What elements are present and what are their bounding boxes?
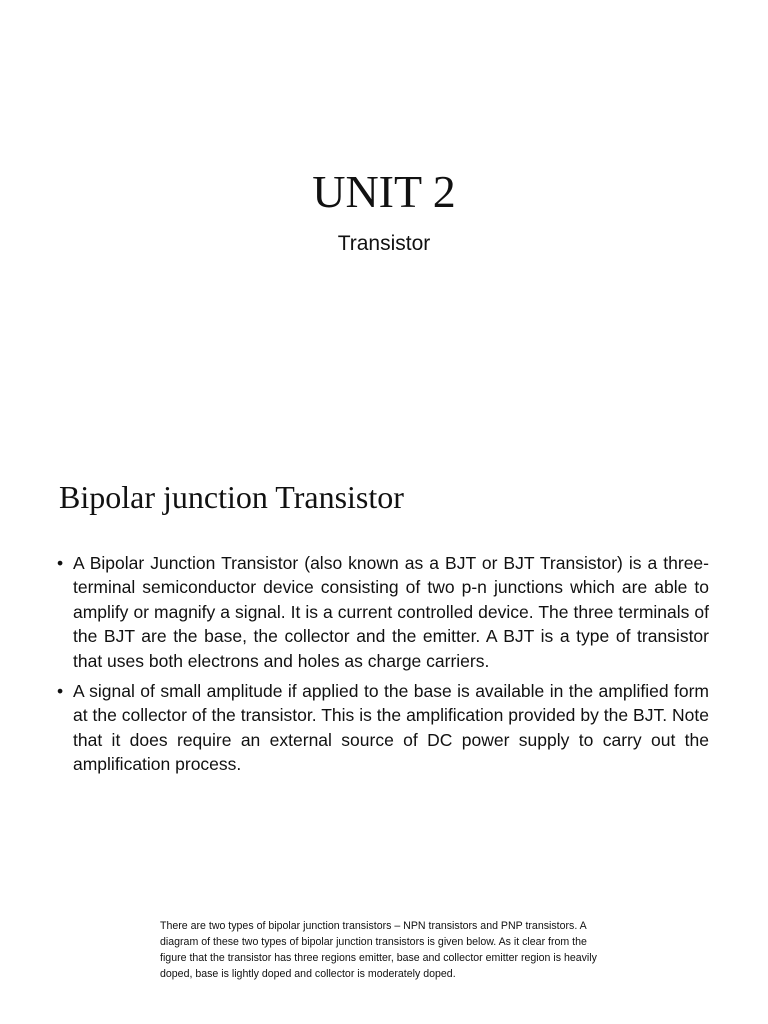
section-heading: Bipolar junction Transistor [59,479,404,515]
bullet-icon: • [57,553,64,573]
bullet-text: A Bipolar Junction Transistor (also known as a BJT or BJT Transistor) is a three-terminal semiconductor device consisting of two p-n junctions which are able to amplify or magnify a signal. It is a current controlled device. The three terminals of the BJT are the base, the collector and the emitter. A BJT is a type of transistor that uses both electrons and holes as charge carriers. [73,553,709,671]
list-item [57,679,709,777]
unit-title: UNIT 2 [312,166,456,217]
unit-subtitle: Transistor [337,232,431,255]
bullet-list [57,551,709,783]
bullet-icon: • [57,681,64,702]
footnote-paragraph: There are two types of bipolar junction transistors – NPN transistors and PNP transistors. A diagram of these two types of bipolar junction transistors is given below. As it clear from the figure that the transistor has three regions emitter, base and collector emitter region is heavily doped, base is lightly doped and collector is moderately doped. [160,920,597,980]
list-item [57,551,709,673]
bullet-text: A signal of small amplitude if applied to the base is available in the amplified form at the collector of the transistor. This is the amplification provided by the BJT. Note that it does require an external source of DC power supply to carry out the amplification process. [73,681,709,775]
